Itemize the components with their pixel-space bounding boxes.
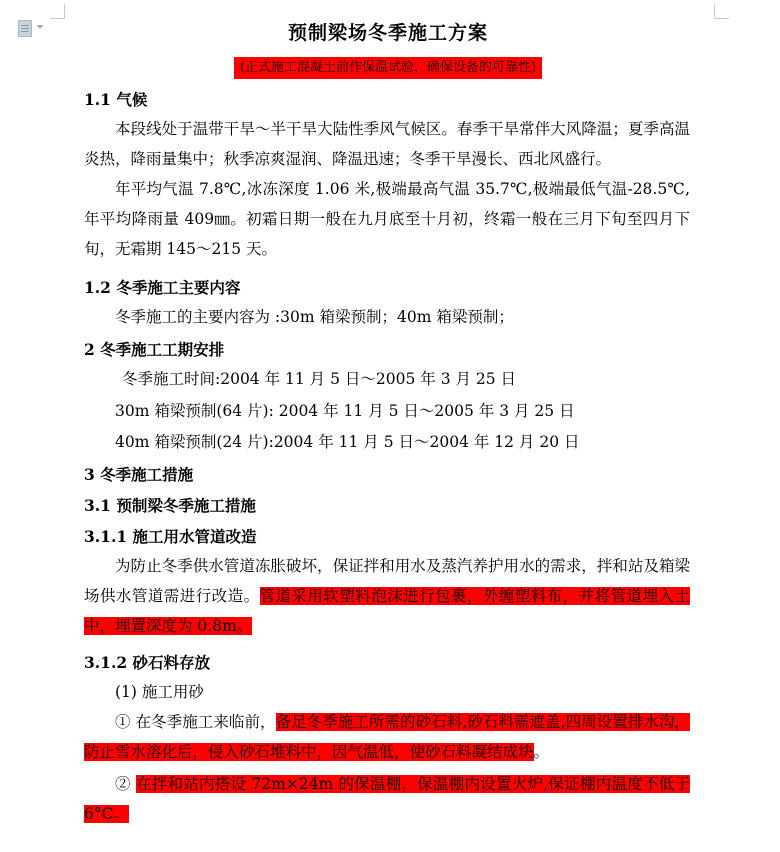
heading-3-1: 3.1 预制梁冬季施工措施 xyxy=(84,496,256,515)
crop-mark xyxy=(714,4,715,18)
water-pipe-highlight: 管道采用软塑料泡沫进行包裹，外缠塑料布，并将管道埋入土中，埋置深度为 0.8m。 xyxy=(84,587,690,635)
subtitle-wrap xyxy=(84,56,692,79)
shelter-prefix: ② xyxy=(115,775,136,793)
crop-mark xyxy=(64,4,65,18)
heading-2: 2 冬季施工工期安排 xyxy=(84,340,225,359)
stockpile-highlight: 备足冬季施工所需的砂石料,砂石料需遮盖,四周设置排水沟，防止雪水溶化后，侵入砂石堆料中，因气温低，使砂石料凝结成块 xyxy=(84,713,690,761)
heading-3-1-1: 3.1.1 施工用水管道改造 xyxy=(84,527,257,546)
heading-1-2: 1.2 冬季施工主要内容 xyxy=(84,278,241,297)
doc-title: 预制梁场冬季施工方案 xyxy=(287,22,488,44)
water-pipe-text: 为防止冬季供水管道冻胀破坏，保证拌和用水及蒸汽养护用水的需求，拌和站及箱梁场供水管道需进行改造。 xyxy=(84,557,690,605)
paragraph-temperature: 年平均气温 7.8℃,冰冻深度 1.06 米,极端最高气温 35.7℃,极端最低气温-28.5℃,年平均降雨量 409㎜。初霜日期一般在九月底至十月初，终霜一般在三月下旬至四月下旬，无霜期 145～215 天。 xyxy=(84,180,690,258)
item-sand: (1) 施工用砂 xyxy=(115,683,204,701)
stockpile-suffix: 。 xyxy=(533,743,550,761)
crop-mark xyxy=(714,18,729,19)
shelter-highlight: 在拌和站内搭设 72m×24m 的保温棚，保温棚内设置火炉,保证棚内温度不低于 6°C。 xyxy=(84,775,690,823)
paragraph-climate: 本段线处于温带干旱～半干旱大陆性季风气候区。春季干旱常伴大风降温；夏季高温炎热，降雨量集中；秋季凉爽湿润、降温迅速；冬季干旱漫长、西北风盛行。 xyxy=(84,120,690,168)
paragraph-water-pipe xyxy=(84,551,690,641)
schedule-line-1: 冬季施工时间:2004 年 11 月 5 日～2005 年 3 月 25 日 xyxy=(122,370,517,388)
document-icon[interactable] xyxy=(18,20,32,37)
schedule-line-2: 30m 箱梁预制(64 片): 2004 年 11 月 5 日～2005 年 3 月 25 日 xyxy=(115,402,575,420)
schedule-line-3: 40m 箱梁预制(24 片):2004 年 11 月 5 日～2004 年 12 月 20 日 xyxy=(115,433,580,451)
heading-3-1-2: 3.1.2 砂石料存放 xyxy=(84,653,211,672)
heading-3: 3 冬季施工措施 xyxy=(84,465,194,484)
paragraph-shelter xyxy=(84,769,690,829)
doc-subtitle: (正式施工混凝土前作保温试验，确保设备的可靠性) xyxy=(234,57,542,79)
paragraph-stockpile xyxy=(84,707,690,767)
stockpile-prefix: ① 在冬季施工来临前， xyxy=(115,713,276,731)
paragraph-main-content: 冬季施工的主要内容为 :30m 箱梁预制；40m 箱梁预制； xyxy=(115,308,514,326)
chevron-down-icon[interactable] xyxy=(37,25,43,29)
crop-mark xyxy=(50,18,65,19)
heading-1-1: 1.1 气候 xyxy=(84,90,148,109)
